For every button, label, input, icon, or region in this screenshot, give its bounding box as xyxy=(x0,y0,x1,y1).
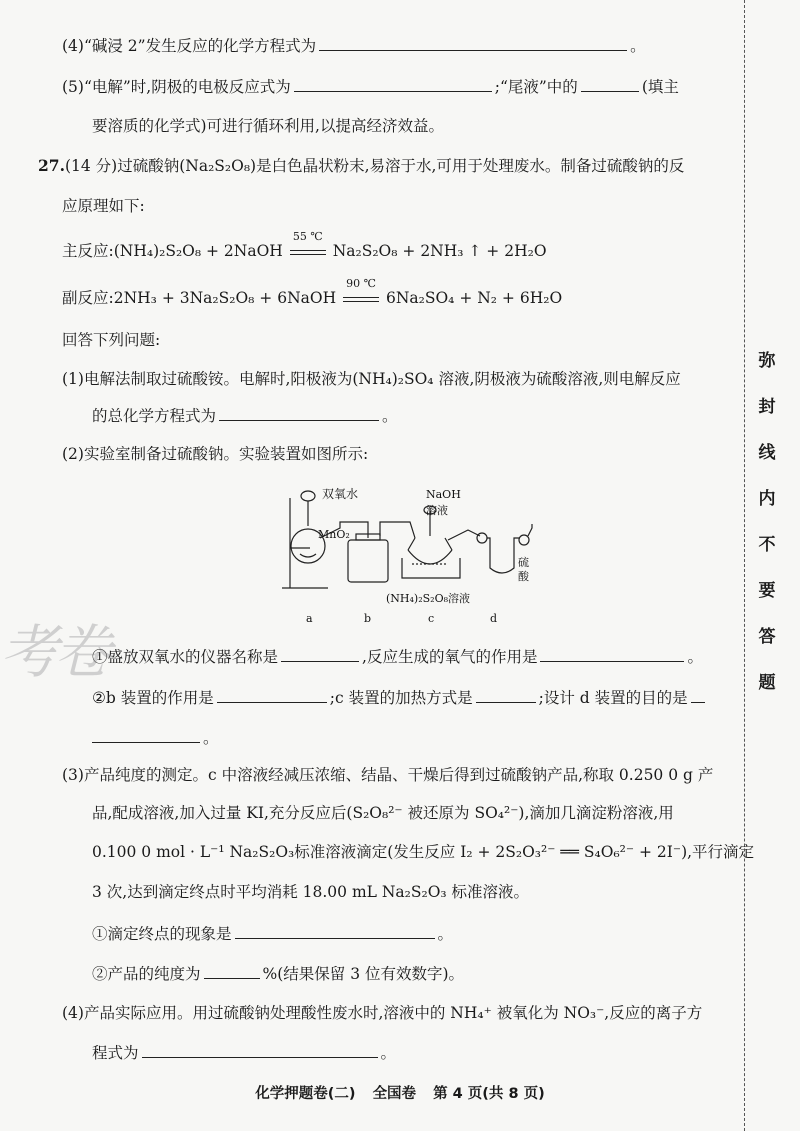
label-naoh-solution: 溶液 xyxy=(426,504,448,517)
seal-char: 内 xyxy=(758,489,776,509)
label-h2so4-2: 酸 xyxy=(518,570,529,583)
label-a: a xyxy=(306,612,313,625)
seal-char: 弥 xyxy=(758,351,776,371)
seal-char: 线 xyxy=(758,443,776,463)
q26-part5: (5)“电解”时,阴极的电极反应式为 ;“尾液”中的 (填主 xyxy=(62,78,679,96)
page-footer xyxy=(0,1082,800,1103)
seal-char: 答 xyxy=(758,627,776,647)
reaction-condition-arrow: 90 ℃ xyxy=(343,288,379,308)
footer-title: 化学押题卷(二) xyxy=(255,1086,356,1102)
bulb-d xyxy=(477,533,487,543)
q27-part3-cont1: 品,配成溶液,加入过量 KI,充分反应后(S₂O₈²⁻ 被还原为 SO₄²⁻),滴加几滴淀粉溶液,用 xyxy=(92,804,674,822)
label-naoh: NaOH xyxy=(426,488,461,501)
exam-watermark: 考卷 xyxy=(0,618,109,686)
flask-c xyxy=(408,550,452,564)
q27-part3-q2: ②产品的纯度为 %(结果保留 3 位有效数字)。 xyxy=(92,965,465,983)
apparatus-diagram xyxy=(280,478,550,628)
seal-char: 不 xyxy=(758,535,776,555)
q27-part3-cont3: 3 次,达到滴定终点时平均消耗 18.00 mL Na₂S₂O₃ 标准溶液。 xyxy=(92,883,530,901)
q27-intro: 27.(14 分)过硫酸钠(Na₂S₂O₈)是白色晶状粉末,易溶于水,可用于处理废水。制备过硫酸钠的反 xyxy=(38,156,685,175)
reaction-condition-arrow: 55 ℃ xyxy=(290,241,326,261)
q27-part1: (1)电解法制取过硫酸铵。电解时,阳极液为(NH₄)₂SO₄ 溶液,阴极液为硫酸溶液,则电解反应 xyxy=(62,370,681,388)
seal-char: 题 xyxy=(758,673,776,693)
q27-part1-cont: 的总化学方程式为 。 xyxy=(92,407,398,425)
seal-line xyxy=(744,0,746,1131)
label-c: c xyxy=(428,612,435,625)
label-d: d xyxy=(490,612,498,625)
label-h2o2: 双氧水 xyxy=(322,487,359,501)
label-b: b xyxy=(364,612,372,625)
answer-prompt: 回答下列问题: xyxy=(62,331,161,349)
q26-part4: (4)“碱浸 2”发生反应的化学方程式为 。 xyxy=(62,37,646,55)
q27-part3-q1: ①滴定终点的现象是 。 xyxy=(92,925,454,943)
side-reaction: 副反应:2NH₃ + 3Na₂S₂O₈ + 6NaOH 90 ℃ 6Na₂SO₄ + N₂ + 6H₂O xyxy=(62,277,563,307)
q27-part4: (4)产品实际应用。用过硫酸钠处理酸性废水时,溶液中的 NH₄⁺ 被氧化为 NO₃⁻,反应的离子方 xyxy=(62,1004,703,1022)
label-nh4-s2o8: (NH₄)₂S₂O₈溶液 xyxy=(386,592,470,605)
q27-part2-q2-cont: 。 xyxy=(92,728,219,748)
q26-part5-cont: 要溶质的化学式)可进行循环利用,以提高经济效益。 xyxy=(92,117,444,135)
q27-intro-cont: 应原理如下: xyxy=(62,197,145,215)
u-tube-d xyxy=(487,538,520,573)
dropping-funnel xyxy=(301,491,315,501)
q27-part3-cont2: 0.100 0 mol · L⁻¹ Na₂S₂O₃标准溶液滴定(发生反应 I₂ + 2S₂O₃²⁻ ══ S₄O₆²⁻ + 2I⁻),平行滴定 xyxy=(92,843,755,861)
label-h2so4-1: 硫 xyxy=(518,556,529,569)
q27-part4-cont: 程式为 。 xyxy=(92,1044,397,1062)
seal-char: 要 xyxy=(758,581,776,601)
bottle-b xyxy=(348,540,388,582)
main-reaction: 主反应:(NH₄)₂S₂O₈ + 2NaOH 55 ℃ Na₂S₂O₈ + 2NH₃ ↑ + 2H₂O xyxy=(62,230,547,260)
question-number: 27. xyxy=(38,156,65,175)
q27-part2-q1: ①盛放双氧水的仪器名称是 ,反应生成的氧气的作用是 。 xyxy=(92,648,703,666)
q27-part2-q2: ②b 装置的作用是 ;c 装置的加热方式是 ;设计 d 装置的目的是 xyxy=(92,688,708,708)
q27-part2: (2)实验室制备过硫酸钠。实验装置如图所示: xyxy=(62,445,369,463)
q27-part3: (3)产品纯度的测定。c 中溶液经减压浓缩、结晶、干燥后得到过硫酸钠产品,称取 0.250 0 g 产 xyxy=(62,766,714,784)
footer-scope: 全国卷 xyxy=(372,1086,417,1102)
seal-line-notice xyxy=(753,346,781,714)
footer-page-number: 第 4 页(共 8 页) xyxy=(433,1086,545,1102)
seal-char: 封 xyxy=(758,397,776,417)
label-mno2: MnO₂ xyxy=(318,528,350,541)
water-bath xyxy=(402,558,460,578)
